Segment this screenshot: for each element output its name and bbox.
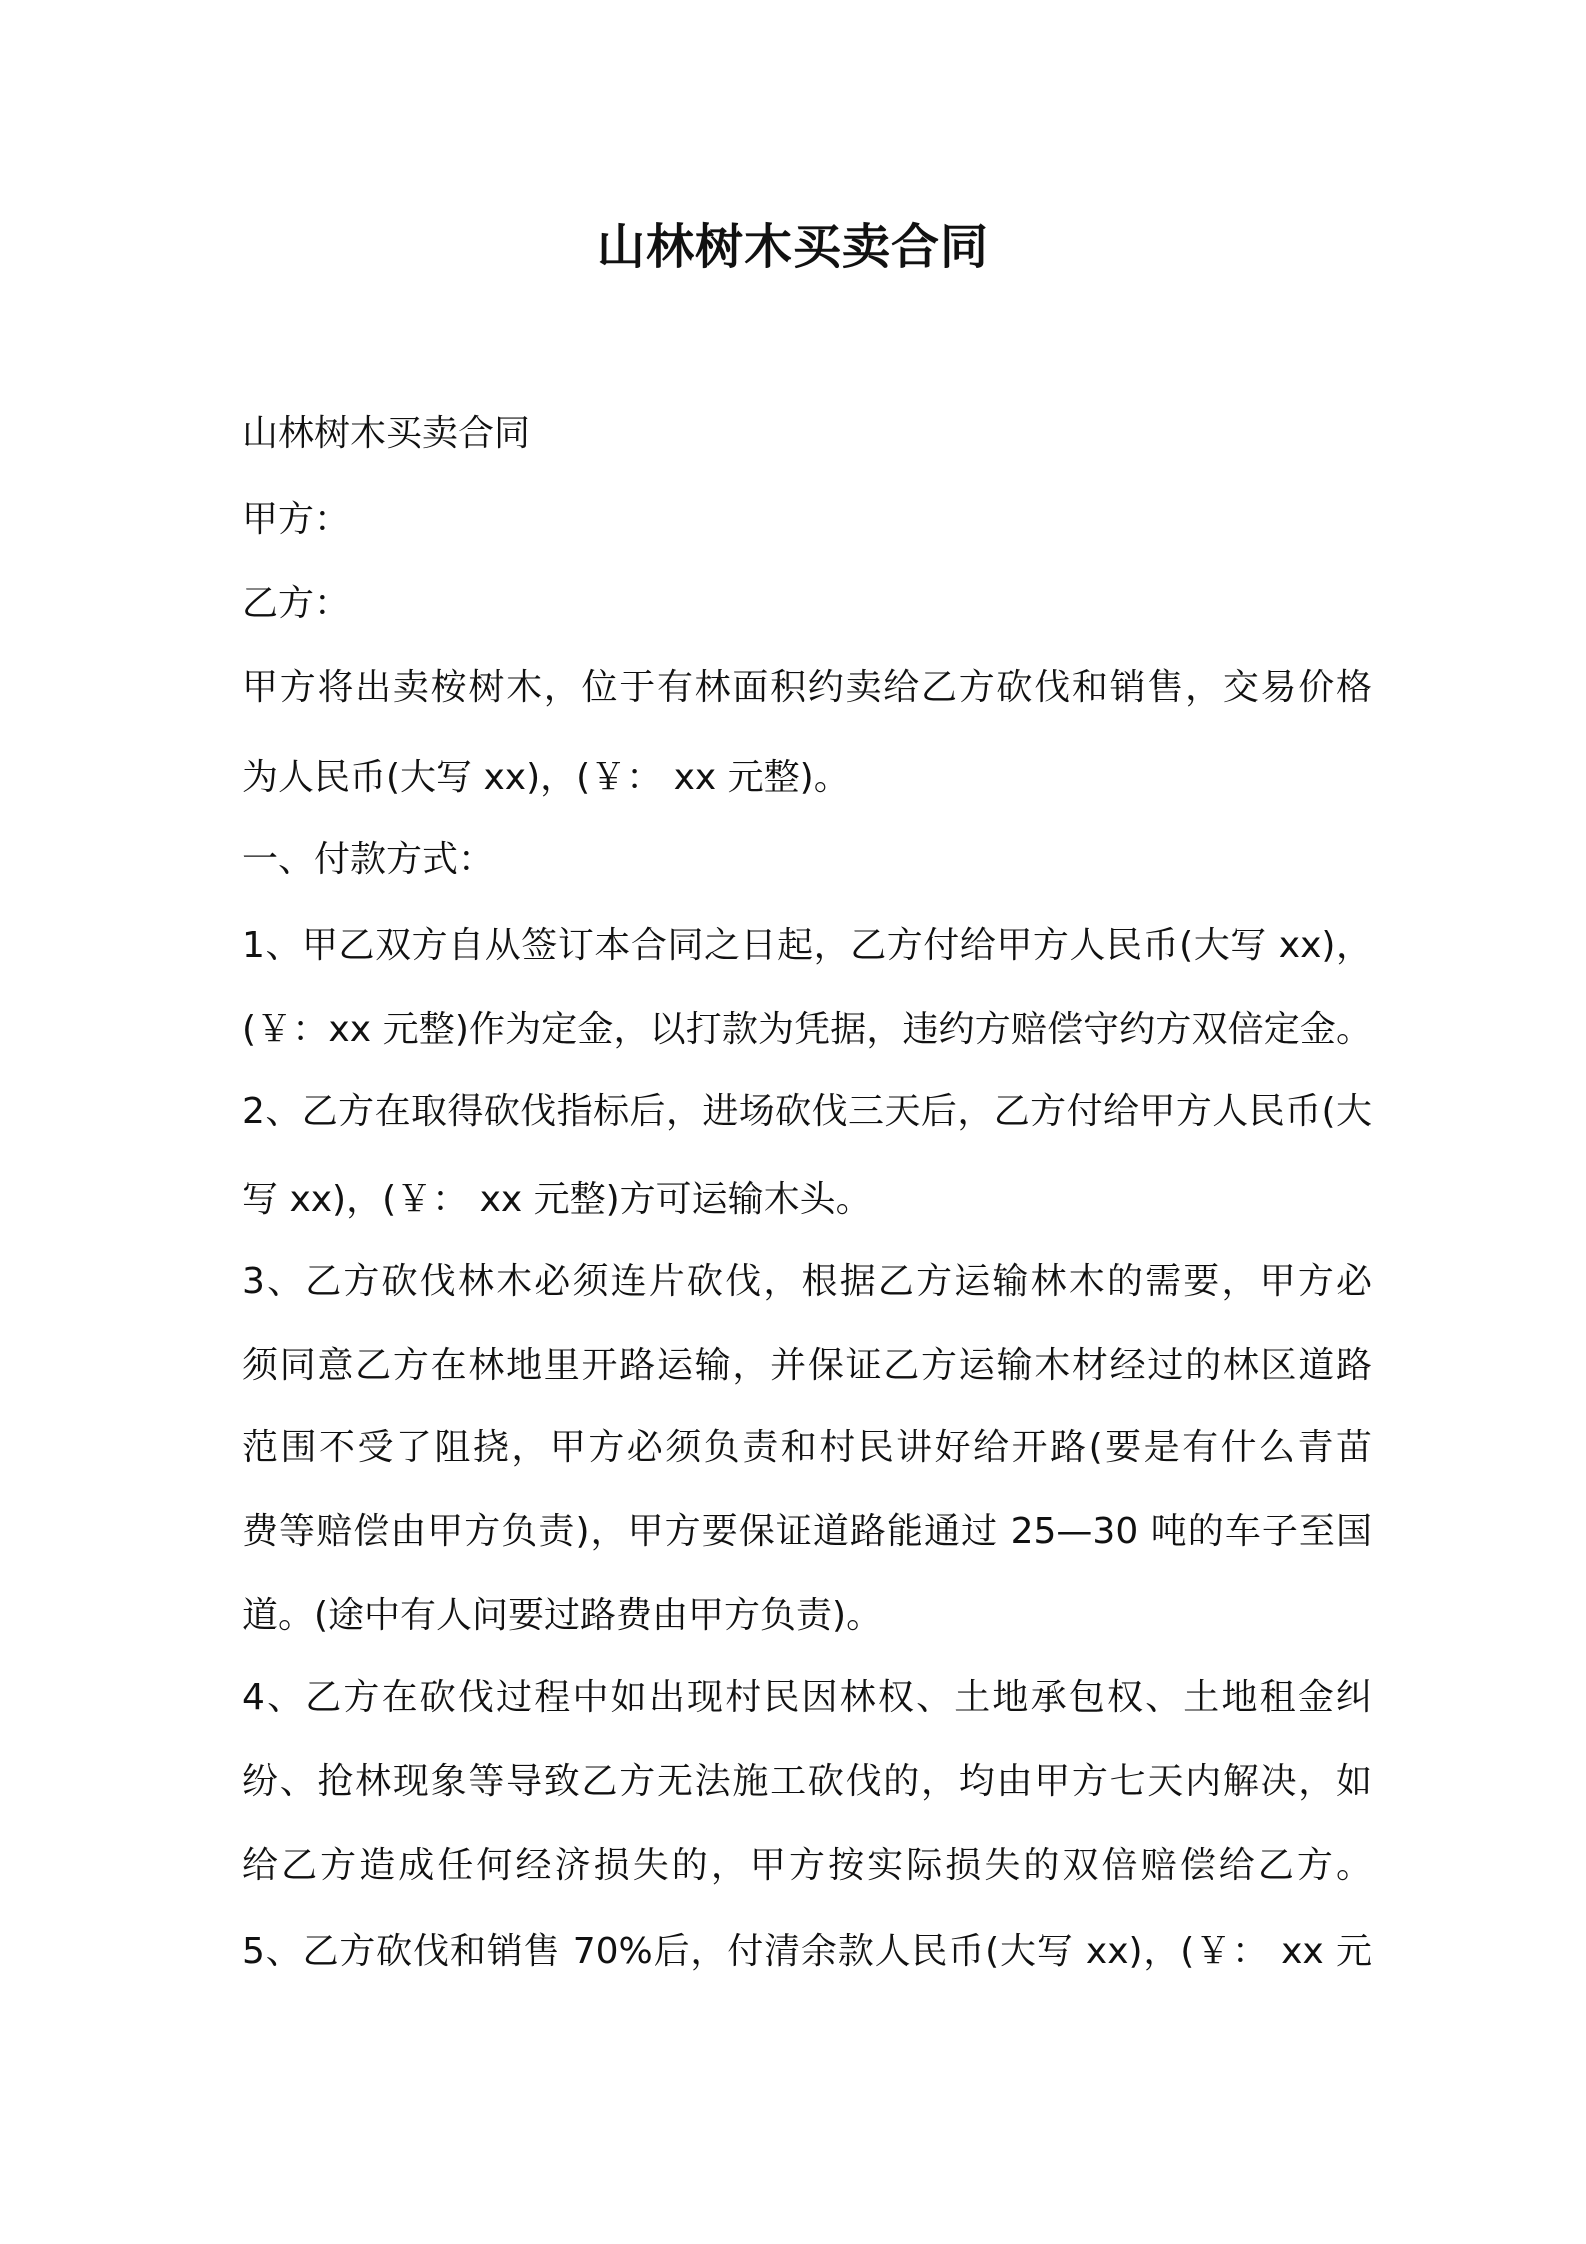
body-line: 纷、抢林现象等导致乙方无法施工砍伐的，均由甲方七天内解决，如 — [242, 1761, 1372, 1802]
body-line: 1、甲乙双方自从签订本合同之日起，乙方付给甲方人民币(大写 xx)， — [242, 925, 1372, 966]
body-line: 给乙方造成任何经济损失的，甲方按实际损失的双倍赔偿给乙方。 — [242, 1845, 1372, 1886]
body-line: 甲方将出卖桉树木，位于有林面积约卖给乙方砍伐和销售，交易价格 — [242, 667, 1372, 708]
party-b-line: 乙方： — [242, 583, 351, 624]
body-line: 道。(途中有人问要过路费由甲方负责)。 — [242, 1595, 883, 1636]
body-line: 费等赔偿由甲方负责)，甲方要保证道路能通过 25—30 吨的车子至国 — [242, 1511, 1372, 1552]
body-line: 5、乙方砍伐和销售 70%后，付清余款人民币(大写 xx)，(￥： xx 元 — [242, 1931, 1372, 1972]
body-line: 2、乙方在取得砍伐指标后，进场砍伐三天后，乙方付给甲方人民币(大 — [242, 1091, 1372, 1132]
section-heading-payment: 一、付款方式： — [242, 839, 495, 880]
body-line: 写 xx)，(￥： xx 元整)方可运输木头。 — [242, 1179, 872, 1220]
body-line: 3、乙方砍伐林木必须连片砍伐，根据乙方运输林木的需要，甲方必 — [242, 1261, 1372, 1302]
party-a-line: 甲方： — [242, 499, 351, 540]
body-line: 须同意乙方在林地里开路运输，并保证乙方运输木材经过的林区道路 — [242, 1345, 1372, 1386]
body-line: (￥：xx 元整)作为定金，以打款为凭据，违约方赔偿守约方双倍定金。 — [242, 1009, 1372, 1050]
subtitle-line: 山林树木买卖合同 — [242, 413, 531, 454]
body-line: 为人民币(大写 xx)，(￥： xx 元整)。 — [242, 757, 850, 798]
body-line: 4、乙方在砍伐过程中如出现村民因林权、土地承包权、土地租金纠 — [242, 1677, 1372, 1718]
body-line: 范围不受了阻挠，甲方必须负责和村民讲好给开路(要是有什么青苗 — [242, 1427, 1372, 1468]
document-title: 山林树木买卖合同 — [596, 219, 989, 275]
